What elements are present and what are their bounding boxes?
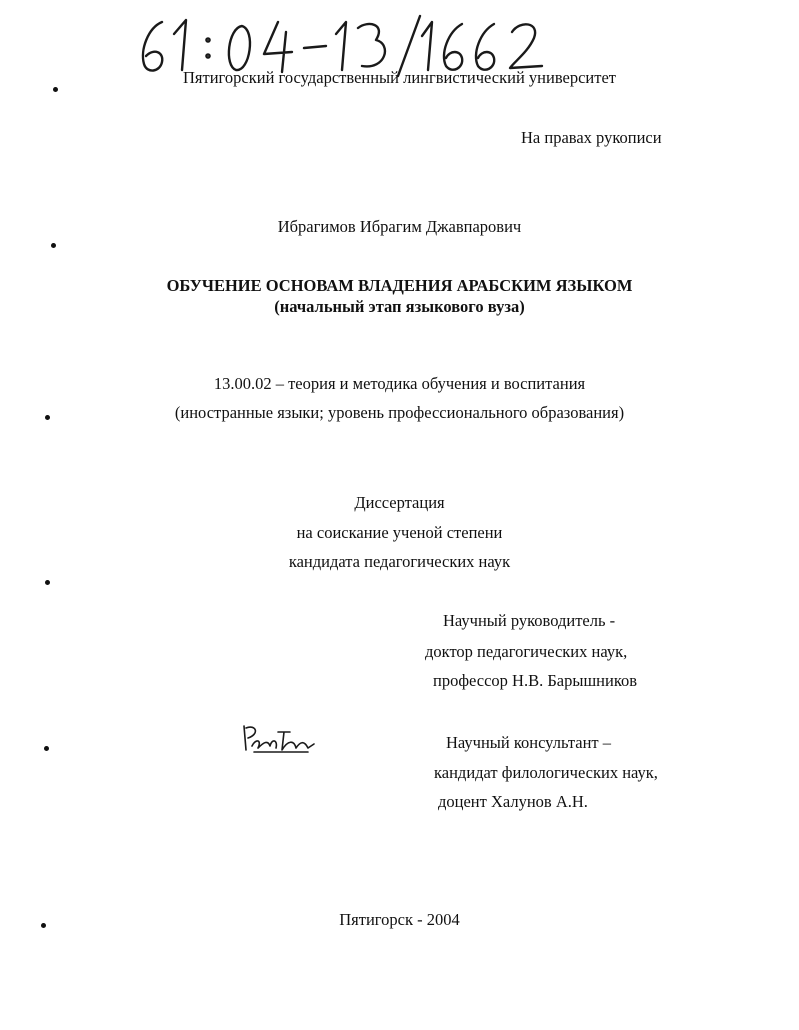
- supervisor-degree: доктор педагогических наук,: [425, 642, 628, 661]
- supervisor-name: профессор Н.В. Барышников: [433, 671, 638, 690]
- consultant-degree: кандидат филологических наук,: [434, 763, 658, 782]
- consultant-role: Научный консультант –: [446, 733, 611, 752]
- degree-purpose: на соискание ученой степени: [296, 523, 503, 542]
- binding-mark: [41, 923, 46, 928]
- supervisor-role: Научный руководитель -: [443, 611, 616, 630]
- signature: [238, 722, 318, 758]
- dissertation-label: Диссертация: [354, 493, 445, 512]
- dissertation-subtitle: (начальный этап языкового вуза): [274, 297, 525, 316]
- dissertation-title: ОБУЧЕНИЕ ОСНОВАМ ВЛАДЕНИЯ АРАБСКИМ ЯЗЫКОМ: [166, 276, 633, 295]
- university-name: Пятигорский государственный лингвистический университет: [183, 68, 616, 87]
- binding-mark: [51, 243, 56, 248]
- city-year: Пятигорск - 2004: [339, 910, 460, 929]
- manuscript-note: На правах рукописи: [521, 128, 662, 147]
- author-name: Ибрагимов Ибрагим Джавпарович: [277, 217, 522, 236]
- consultant-name: доцент Халунов А.Н.: [438, 792, 588, 811]
- binding-mark: [44, 746, 49, 751]
- degree-name: кандидата педагогических наук: [288, 552, 511, 571]
- specialty-description: (иностранные языки; уровень профессионального образования): [174, 403, 625, 422]
- specialty-code: 13.00.02 – теория и методика обучения и воспитания: [213, 374, 586, 393]
- binding-mark: [53, 87, 58, 92]
- binding-mark: [45, 415, 50, 420]
- binding-mark: [45, 580, 50, 585]
